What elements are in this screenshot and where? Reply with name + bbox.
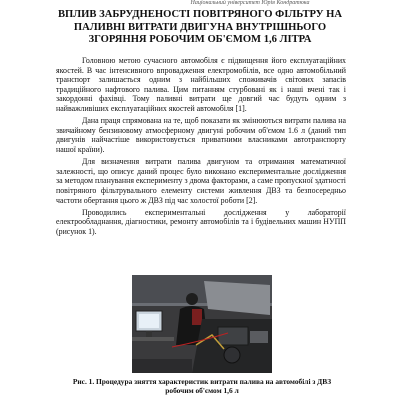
paper-title [40, 9, 360, 47]
title-line-3: ЗГОРЯННЯ РОБОЧИМ ОБ'ЄМОМ 1,6 ЛІТРА [88, 34, 312, 46]
caption-line-2: робочим об'ємом 1,6 л [165, 386, 239, 395]
paragraph-2: Дана праця спрямована на те, щоб показати як змінюються витрати палива на звичайному бензиновому атмосферному двигуні робочим об'ємом 1.6 л (даний тип двигунів найчастіше використовується приватними власниками автотранспорту нашої країни). [56, 116, 346, 154]
lab-photo-illustration [132, 275, 272, 373]
figure-caption [52, 377, 352, 395]
title-line-2: ПАЛИВНІ ВИТРАТИ ДВИГУНА ВНУТРІШНЬОГО [73, 21, 327, 33]
caption-line-1: Рис. 1. Процедура зняття характеристик витрати палива на автомобілі з ДВЗ [72, 377, 332, 386]
figure-photo [132, 275, 272, 373]
title-line-1: ВПЛИВ ЗАБРУДНЕНОСТІ ПОВІТРЯНОГО ФІЛЬТРУ НА [57, 9, 343, 20]
paragraph-3: Для визначення витрати палива двигуном та отримання математичної залежності, що описує даний процес було виконано експериментальне дослідження за методом планування експерименту з двома факторами, а саме пропускної здатності повітряного фільтрувального елементу системи живлення ДВЗ та безпосередньо частоти обертання цього ж ДВЗ під час холостої роботи [2]. [56, 157, 346, 205]
running-head: Національний університет Юрія Кондратюка [190, 0, 310, 6]
person-head [186, 293, 198, 305]
paragraph-1: Головною метою сучасного автомобіля є підвищення його експлуатаційних якостей. В час інтенсивного впровадження електромобілів, все одно автомобільний транспорт залишається одним з найбільших споживачів світових запасів традиційного нафтового палива. Цим питанням стурбовані як і наші вчені так і закордонні фахівці. Тому паливні витрати ще довгий час будуть одним з найважливіших експлуатаційних якостей автомобіля [1]. [56, 56, 346, 113]
paper-body [56, 56, 346, 239]
paragraph-4: Проводились експериментальні дослідження у лабораторії електрообладнання, діагностики, ремонту автомобілів та і будівельних машин НУПП (рисунок 1). [56, 207, 346, 236]
